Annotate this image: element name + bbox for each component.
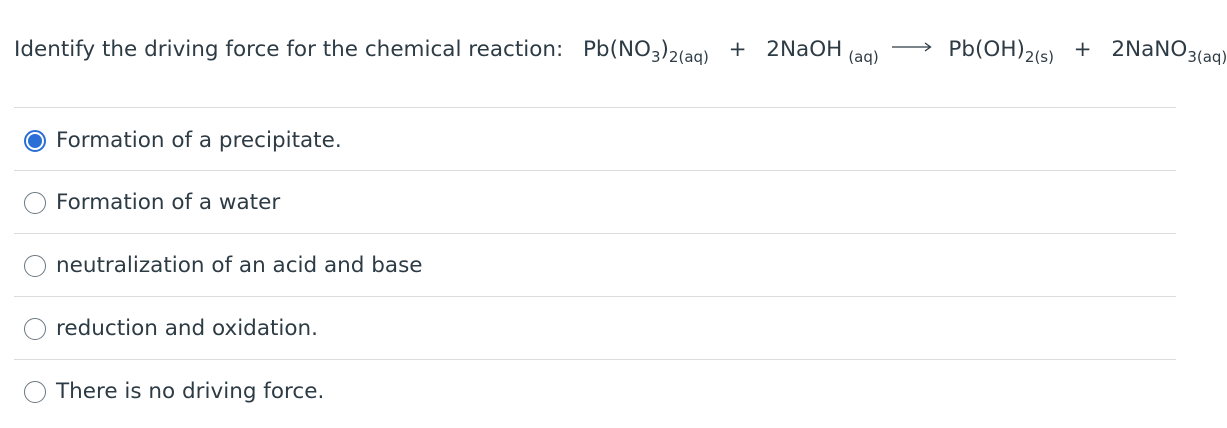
prompt-text: Identify the driving force for the chemical reaction:: [14, 37, 564, 62]
answer-option-label: Formation of a water: [56, 190, 281, 215]
answer-option-label: reduction and oxidation.: [56, 316, 319, 341]
equation-product-2: 2NaNO$_{3(aq)}$: [1111, 37, 1227, 66]
answer-option-5[interactable]: [14, 357, 1176, 419]
radio-unselected-icon[interactable]: [24, 318, 46, 340]
answer-option-2[interactable]: [14, 168, 1176, 230]
radio-unselected-icon[interactable]: [24, 381, 46, 403]
answer-option-label: neutralization of an acid and base: [56, 253, 423, 278]
reaction-arrow-icon: [892, 32, 932, 44]
equation-plus-1: +: [728, 37, 747, 62]
answer-option-4[interactable]: [14, 294, 1176, 356]
equation-reactant-1: $Pb(NO_3)_{2(aq)}$: [582, 37, 709, 66]
answer-option-3[interactable]: [14, 231, 1176, 293]
equation-plus-2: +: [1073, 37, 1092, 62]
radio-unselected-icon[interactable]: [24, 255, 46, 277]
answer-option-label: There is no driving force.: [56, 379, 325, 404]
equation-reactant-2: 2NaOH $_{(aq)}$: [766, 37, 879, 66]
radio-unselected-icon[interactable]: [24, 192, 46, 214]
question-prompt: [14, 32, 1227, 65]
answer-option-label: Formation of a precipitate.: [56, 128, 342, 153]
radio-selected-icon[interactable]: [24, 130, 46, 152]
answer-option-1[interactable]: [14, 106, 1176, 168]
equation-product-1: $Pb(OH)_{2(s)}$: [948, 37, 1054, 66]
